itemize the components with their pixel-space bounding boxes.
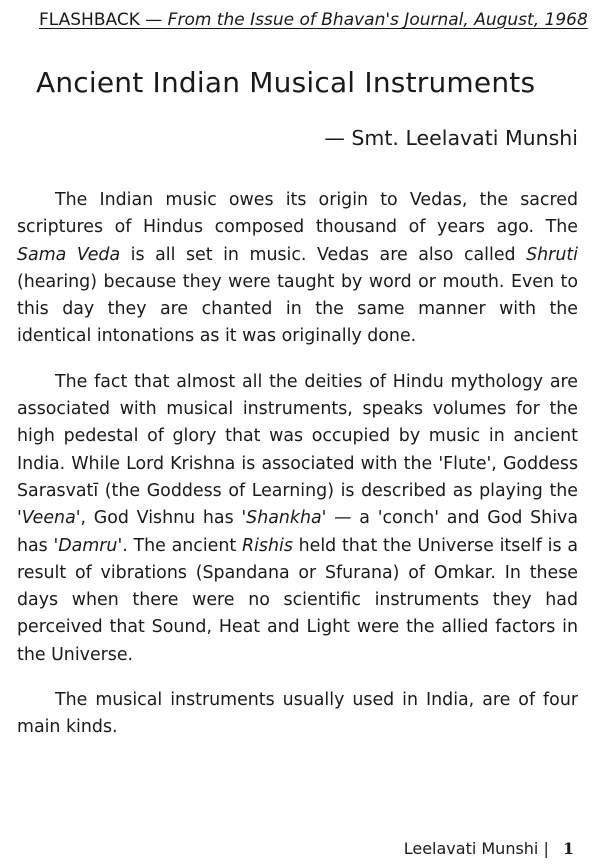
p2-text: ', God Vishnu has ' [75, 508, 247, 529]
p1-term-sama-veda: Sama Veda [17, 244, 121, 265]
flashback-header [39, 10, 588, 30]
page-number: 1 [562, 839, 574, 858]
p2-text: The fact that almost all the deities of Hindu mythology are associated with musical instruments, speaks volumes for the high pedestal of glory that was occupied by music in ancient India. While Lord Krishna is associated with the 'Flute', Goddess Sarasvatī (the Goddess of Learning) is described as playing the ' [17, 371, 578, 529]
paragraph-1 [17, 187, 578, 351]
page-footer [404, 839, 574, 858]
p1-term-shruti: Shruti [526, 244, 579, 265]
p2-text: ' — a 'conch' and God Shiva has ' [17, 508, 578, 556]
paragraph-3: The musical instruments usually used in India, are of four main kinds. [17, 690, 578, 738]
p1-text: (hearing) because they were taught by word or mouth. Even to this day they are chanted in the same manner with the identical intonations as it was originally done. [17, 271, 578, 347]
article-author: — Smt. Leelavati Munshi [324, 126, 578, 150]
p2-term-damru: Damru [58, 535, 118, 556]
p1-text: The Indian music owes its origin to Vedas, the sacred scriptures of Hindus composed thousand of years ago. The [17, 190, 578, 238]
p1-text: is all set in music. Vedas are also called [120, 244, 527, 265]
paragraph-2 [17, 369, 578, 669]
running-author: Leelavati Munshi | [403, 839, 549, 858]
p2-term-veena: Veena [21, 508, 76, 529]
article-title: Ancient Indian Musical Instruments [36, 66, 536, 99]
p2-term-rishis: Rishis [241, 535, 293, 556]
p2-term-shankha: Shankha [246, 508, 322, 529]
article-body [17, 187, 578, 742]
header-prefix: FLASHBACK — [39, 10, 168, 30]
header-source: From the Issue of Bhavan's Journal, August, 1968 [167, 10, 588, 30]
p2-text: '. The ancient [117, 535, 242, 556]
p2-text: held that the Universe itself is a result of vibrations (Spandana or Sfurana) of Omkar. In these days when there were no scientific instruments they had perceived that Sound, Heat and Light were the allied factors in the Universe. [17, 535, 578, 665]
